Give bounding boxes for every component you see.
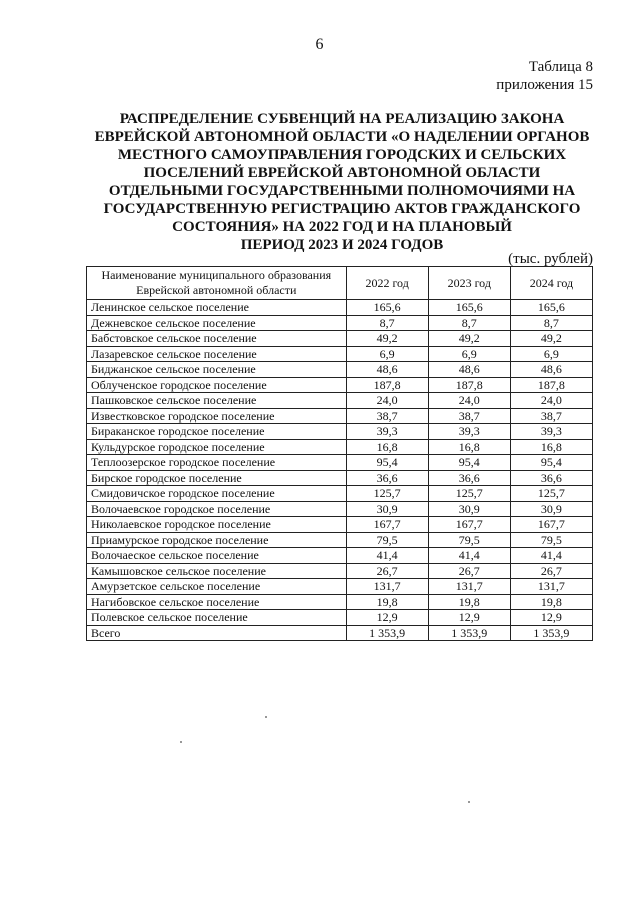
- table-row: [87, 610, 593, 626]
- page-number: 6: [315, 36, 324, 53]
- table-row: [87, 346, 593, 362]
- cell-2024: 38,7: [510, 408, 592, 424]
- cell-2023: 16,8: [428, 439, 510, 455]
- cell-2023: 48,6: [428, 362, 510, 378]
- cell-2022: 16,8: [346, 439, 428, 455]
- table-row: [87, 470, 593, 486]
- table-row: [87, 455, 593, 471]
- cell-municipality: Николаевское городское поселение: [87, 517, 347, 533]
- header-municipality-line2: Еврейской автономной области: [136, 283, 297, 297]
- table-row: [87, 315, 593, 331]
- cell-2022: 79,5: [346, 532, 428, 548]
- title-line: ПЕРИОД 2023 И 2024 ГОДОВ: [240, 237, 444, 253]
- cell-2024: 167,7: [510, 517, 592, 533]
- cell-2022: 131,7: [346, 579, 428, 595]
- cell-municipality: Пашковское сельское поселение: [87, 393, 347, 409]
- title-line: МЕСТНОГО САМОУПРАВЛЕНИЯ ГОРОДСКИХ И СЕЛЬСКИХ: [117, 147, 567, 163]
- scan-speck: [265, 716, 267, 718]
- cell-municipality: Полевское сельское поселение: [87, 610, 347, 626]
- cell-2022: 49,2: [346, 331, 428, 347]
- table-row: [87, 594, 593, 610]
- table-row: [87, 579, 593, 595]
- table-row: [87, 377, 593, 393]
- cell-2024: 125,7: [510, 486, 592, 502]
- cell-2022: 48,6: [346, 362, 428, 378]
- cell-municipality: Биджанское сельское поселение: [87, 362, 347, 378]
- cell-2024: 95,4: [510, 455, 592, 471]
- cell-municipality: Ленинское сельское поселение: [87, 300, 347, 316]
- header-municipality: [87, 267, 347, 300]
- cell-2022: 125,7: [346, 486, 428, 502]
- cell-municipality: Бирское городское поселение: [87, 470, 347, 486]
- cell-2023: 30,9: [428, 501, 510, 517]
- cell-2023: 26,7: [428, 563, 510, 579]
- header-2022: 2022 год: [346, 267, 428, 300]
- cell-municipality: Амурзетское сельское поселение: [87, 579, 347, 595]
- table-row: [87, 300, 593, 316]
- title-line: ОТДЕЛЬНЫМИ ГОСУДАРСТВЕННЫМИ ПОЛНОМОЧИЯМИ НА: [108, 183, 576, 199]
- scan-speck: [180, 741, 182, 743]
- total-2022: 1 353,9: [346, 625, 428, 641]
- cell-municipality: Приамурское городское поселение: [87, 532, 347, 548]
- cell-municipality: Облученское городское поселение: [87, 377, 347, 393]
- cell-2024: 39,3: [510, 424, 592, 440]
- cell-2024: 48,6: [510, 362, 592, 378]
- table-reference-line2: приложения 15: [496, 77, 593, 93]
- cell-2024: 24,0: [510, 393, 592, 409]
- cell-municipality: Смидовичское городское поселение: [87, 486, 347, 502]
- cell-2022: 39,3: [346, 424, 428, 440]
- cell-2023: 36,6: [428, 470, 510, 486]
- cell-2023: 41,4: [428, 548, 510, 564]
- cell-2022: 165,6: [346, 300, 428, 316]
- cell-2024: 36,6: [510, 470, 592, 486]
- scan-speck: [468, 801, 470, 803]
- table-row: [87, 393, 593, 409]
- cell-municipality: Бираканское городское поселение: [87, 424, 347, 440]
- cell-2022: 38,7: [346, 408, 428, 424]
- cell-2024: 79,5: [510, 532, 592, 548]
- table-total-row: [87, 625, 593, 641]
- cell-2023: 165,6: [428, 300, 510, 316]
- table-row: [87, 532, 593, 548]
- cell-2023: 38,7: [428, 408, 510, 424]
- cell-2024: 6,9: [510, 346, 592, 362]
- cell-municipality: Нагибовское сельское поселение: [87, 594, 347, 610]
- cell-2024: 26,7: [510, 563, 592, 579]
- cell-municipality: Кульдурское городское поселение: [87, 439, 347, 455]
- cell-municipality: Известковское городское поселение: [87, 408, 347, 424]
- cell-municipality: Дежневское сельское поселение: [87, 315, 347, 331]
- table-row: [87, 486, 593, 502]
- title-line: ГОСУДАРСТВЕННУЮ РЕГИСТРАЦИЮ АКТОВ ГРАЖДАНСКОГО: [103, 201, 581, 217]
- cell-2023: 39,3: [428, 424, 510, 440]
- cell-2022: 36,6: [346, 470, 428, 486]
- cell-municipality: Бабстовское сельское поселение: [87, 331, 347, 347]
- cell-2022: 41,4: [346, 548, 428, 564]
- total-2024: 1 353,9: [510, 625, 592, 641]
- document-title: [84, 110, 600, 254]
- cell-2022: 95,4: [346, 455, 428, 471]
- cell-2023: 24,0: [428, 393, 510, 409]
- cell-2022: 30,9: [346, 501, 428, 517]
- cell-municipality: Камышовское сельское поселение: [87, 563, 347, 579]
- cell-2023: 79,5: [428, 532, 510, 548]
- table-row: [87, 408, 593, 424]
- cell-2023: 187,8: [428, 377, 510, 393]
- total-2023: 1 353,9: [428, 625, 510, 641]
- cell-2023: 125,7: [428, 486, 510, 502]
- title-line: ПОСЕЛЕНИЙ ЕВРЕЙСКОЙ АВТОНОМНОЙ ОБЛАСТИ: [143, 165, 541, 181]
- total-label: Всего: [87, 625, 347, 641]
- cell-municipality: Волочаевское городское поселение: [87, 501, 347, 517]
- cell-2024: 30,9: [510, 501, 592, 517]
- cell-2024: 165,6: [510, 300, 592, 316]
- header-2023: 2023 год: [428, 267, 510, 300]
- cell-municipality: Волочаеское сельское поселение: [87, 548, 347, 564]
- table-row: [87, 563, 593, 579]
- cell-municipality: Лазаревское сельское поселение: [87, 346, 347, 362]
- table-row: [87, 362, 593, 378]
- cell-2023: 12,9: [428, 610, 510, 626]
- title-line: СОСТОЯНИЯ» НА 2022 ГОД И НА ПЛАНОВЫЙ: [172, 219, 512, 235]
- cell-2023: 49,2: [428, 331, 510, 347]
- cell-2024: 19,8: [510, 594, 592, 610]
- cell-2022: 12,9: [346, 610, 428, 626]
- cell-2022: 187,8: [346, 377, 428, 393]
- cell-2024: 16,8: [510, 439, 592, 455]
- cell-municipality: Теплоозерское городское поселение: [87, 455, 347, 471]
- cell-2024: 41,4: [510, 548, 592, 564]
- cell-2024: 187,8: [510, 377, 592, 393]
- table-row: [87, 501, 593, 517]
- cell-2022: 167,7: [346, 517, 428, 533]
- table-row: [87, 548, 593, 564]
- cell-2022: 19,8: [346, 594, 428, 610]
- title-line: РАСПРЕДЕЛЕНИЕ СУБВЕНЦИЙ НА РЕАЛИЗАЦИЮ ЗАКОНА: [119, 111, 565, 127]
- cell-2024: 8,7: [510, 315, 592, 331]
- table-row: [87, 439, 593, 455]
- title-line: ЕВРЕЙСКОЙ АВТОНОМНОЙ ОБЛАСТИ «О НАДЕЛЕНИИ ОРГАНОВ: [94, 129, 590, 145]
- units-label: (тыс. рублей): [508, 251, 593, 267]
- cell-2023: 167,7: [428, 517, 510, 533]
- header-municipality-line1: Наименование муниципального образования: [101, 268, 332, 282]
- cell-2023: 131,7: [428, 579, 510, 595]
- cell-2022: 8,7: [346, 315, 428, 331]
- table-row: [87, 331, 593, 347]
- cell-2024: 131,7: [510, 579, 592, 595]
- cell-2023: 19,8: [428, 594, 510, 610]
- table-row: [87, 424, 593, 440]
- subventions-table: [86, 266, 593, 641]
- cell-2024: 12,9: [510, 610, 592, 626]
- table-row: [87, 517, 593, 533]
- cell-2024: 49,2: [510, 331, 592, 347]
- cell-2023: 95,4: [428, 455, 510, 471]
- header-2024: 2024 год: [510, 267, 592, 300]
- cell-2023: 6,9: [428, 346, 510, 362]
- cell-2022: 26,7: [346, 563, 428, 579]
- cell-2022: 24,0: [346, 393, 428, 409]
- table-header-row: [87, 267, 593, 300]
- table-reference-line1: Таблица 8: [528, 59, 593, 75]
- cell-2023: 8,7: [428, 315, 510, 331]
- cell-2022: 6,9: [346, 346, 428, 362]
- table-reference: [496, 58, 593, 94]
